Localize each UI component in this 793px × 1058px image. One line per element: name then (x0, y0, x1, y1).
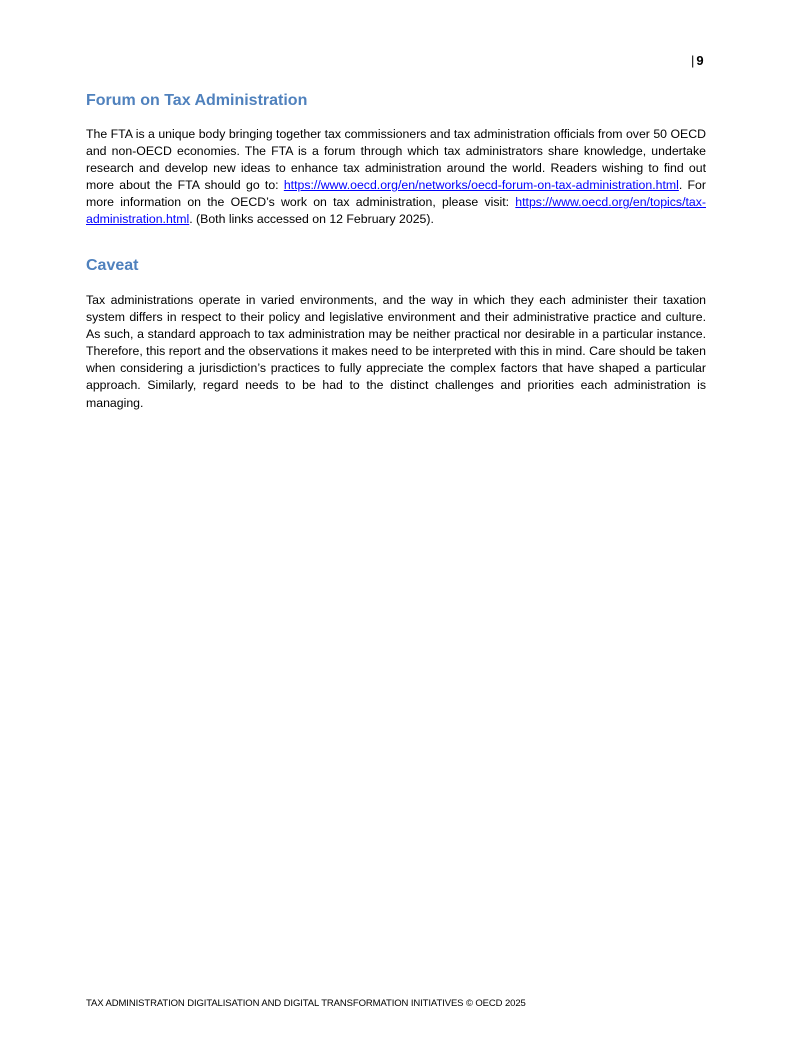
section-title-caveat: Caveat (86, 257, 139, 274)
page-number-value: 9 (696, 53, 704, 68)
fta-network-link[interactable]: https://www.oecd.org/en/networks/oecd-forum-on-tax-administration.html (283, 178, 679, 193)
page-footer: TAX ADMINISTRATION DIGITALISATION AND DIGITAL TRANSFORMATION INITIATIVES © OECD 2025 (86, 998, 526, 1009)
page-number (691, 53, 704, 69)
caveat-paragraph: Tax administrations operate in varied environments, and the way in which they each administer their taxation system differs in respect to their policy and legislative environment and their administrative practice and culture. As such, a standard approach to tax administration may be neither practical nor desirable in a particular instance. Therefore, this report and the observations it makes need to be interpreted with this in mind. Care should be taken when considering a jurisdiction’s practices to fully appreciate the complex factors that have shaped a particular approach. Similarly, regard needs to be had to the distinct challenges and priorities each administration is managing. (86, 293, 706, 410)
fta-paragraph (86, 126, 706, 229)
page-number-separator: | (691, 53, 695, 68)
fta-paragraph-text-2: . For more information on the OECD’s work on tax administration, please visit: (86, 178, 706, 210)
section-title-forum-on-tax-administration: Forum on Tax Administration (86, 92, 308, 109)
fta-paragraph-text-1: The FTA is a unique body bringing together tax commissioners and tax administration officials from over 50 OECD and non-OECD economies. The FTA is a forum through which tax administrators share knowledge, undertake research and develop new ideas to enhance tax administration around the world. Readers wishing to find out more about the FTA should go to: (86, 127, 706, 193)
fta-paragraph-text-3: . (Both links accessed on 12 February 2025). (189, 212, 434, 227)
tax-administration-topic-link[interactable]: https://www.oecd.org/en/topics/tax-administration.html (86, 195, 706, 227)
